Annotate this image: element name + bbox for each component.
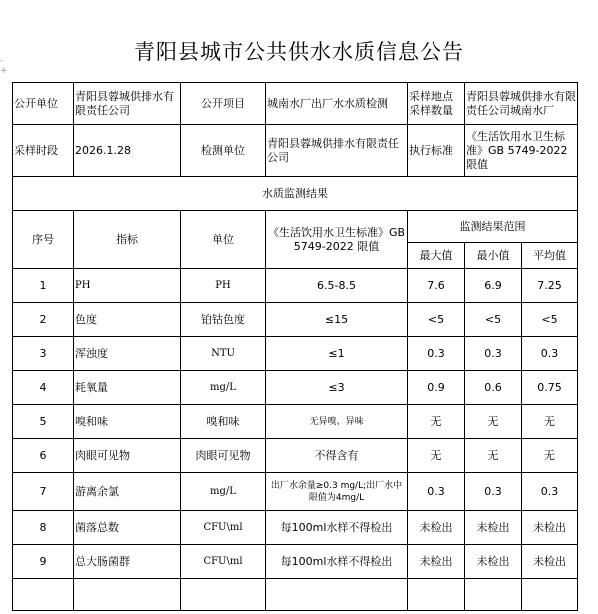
info-row (13, 125, 578, 177)
empty-cell (408, 579, 465, 611)
row-unit: CFU\ml (181, 545, 266, 579)
table-row (13, 405, 578, 439)
row-seq: 1 (13, 269, 74, 303)
table-row (13, 473, 578, 511)
empty-cell (465, 579, 522, 611)
row-seq: 4 (13, 371, 74, 405)
row-avg: 7.25 (522, 269, 578, 303)
header-row (13, 211, 578, 243)
time-value: 2026.1.28 (74, 125, 181, 177)
row-unit: NTU (181, 337, 266, 371)
row-indicator: 菌落总数 (74, 511, 181, 545)
header-indicator: 指标 (74, 211, 181, 269)
std-value: 《生活饮用水卫生标准》GB 5749-2022 限值 (465, 125, 578, 177)
row-avg: <5 (522, 303, 578, 337)
row-avg: 无 (522, 439, 578, 473)
row-seq: 8 (13, 511, 74, 545)
row-seq: 2 (13, 303, 74, 337)
row-limit: 出厂水余量≥0.3 mg/L;出厂水中限值为4mg/L (266, 473, 408, 511)
std-label: 执行标准 (408, 125, 465, 177)
info-row (13, 83, 578, 125)
row-unit: 嗅和味 (181, 405, 266, 439)
row-max: 无 (408, 405, 465, 439)
row-limit: 每100ml水样不得检出 (266, 545, 408, 579)
project-label: 公开项目 (181, 83, 266, 125)
table-row (13, 269, 578, 303)
time-label: 采样时段 (13, 125, 74, 177)
row-max: 未检出 (408, 545, 465, 579)
header-max: 最大值 (408, 243, 465, 269)
header-min: 最小值 (465, 243, 522, 269)
unit-value: 青阳县蓉城供排水有限责任公司 (74, 83, 181, 125)
row-max: 0.3 (408, 337, 465, 371)
row-indicator: 浑浊度 (74, 337, 181, 371)
row-unit: CFU\ml (181, 511, 266, 545)
row-indicator: 游离余氯 (74, 473, 181, 511)
row-indicator: PH (74, 269, 181, 303)
row-max: 0.9 (408, 371, 465, 405)
row-max: 7.6 (408, 269, 465, 303)
row-indicator: 色度 (74, 303, 181, 337)
table-row (13, 303, 578, 337)
row-seq: 9 (13, 545, 74, 579)
corner-mark: - (0, 56, 4, 66)
row-avg: 未检出 (522, 511, 578, 545)
row-min: 0.3 (465, 337, 522, 371)
site-label: 采样地点采样数量 (408, 83, 465, 125)
row-min: 0.6 (465, 371, 522, 405)
page-title: 青阳县城市公共供水水质信息公告 (134, 40, 464, 64)
test-label: 检测单位 (181, 125, 266, 177)
header-seq: 序号 (13, 211, 74, 269)
row-seq: 5 (13, 405, 74, 439)
table-row-empty (13, 579, 578, 611)
water-quality-table (12, 82, 578, 611)
row-unit: mg/L (181, 473, 266, 511)
table-row (13, 337, 578, 371)
row-avg: 0.3 (522, 473, 578, 511)
section-title: 水质监测结果 (13, 177, 578, 211)
row-max: 0.3 (408, 473, 465, 511)
unit-label: 公开单位 (13, 83, 74, 125)
row-min: <5 (465, 303, 522, 337)
empty-cell (522, 579, 578, 611)
row-avg: 0.3 (522, 337, 578, 371)
row-limit: 6.5-8.5 (266, 269, 408, 303)
table-row (13, 545, 578, 579)
table-row (13, 511, 578, 545)
row-avg: 无 (522, 405, 578, 439)
row-min: 6.9 (465, 269, 522, 303)
row-avg: 0.75 (522, 371, 578, 405)
row-indicator: 总大肠菌群 (74, 545, 181, 579)
empty-cell (266, 579, 408, 611)
row-avg: 未检出 (522, 545, 578, 579)
row-seq: 6 (13, 439, 74, 473)
row-indicator: 肉眼可见物 (74, 439, 181, 473)
row-min: 0.3 (465, 473, 522, 511)
site-value: 青阳县蓉城供排水有限责任公司城南水厂 (465, 83, 578, 125)
row-max: 未检出 (408, 511, 465, 545)
corner-mark: + (0, 66, 8, 76)
empty-cell (181, 579, 266, 611)
row-seq: 3 (13, 337, 74, 371)
row-min: 无 (465, 439, 522, 473)
header-avg: 平均值 (522, 243, 578, 269)
empty-cell (13, 579, 74, 611)
row-min: 无 (465, 405, 522, 439)
row-unit: PH (181, 269, 266, 303)
row-unit: mg/L (181, 371, 266, 405)
row-limit: ≤1 (266, 337, 408, 371)
row-limit: ≤15 (266, 303, 408, 337)
header-range: 监测结果范围 (408, 211, 578, 243)
table-row (13, 371, 578, 405)
row-limit: 每100ml水样不得检出 (266, 511, 408, 545)
row-min: 未检出 (465, 545, 522, 579)
row-limit: 不得含有 (266, 439, 408, 473)
row-limit: ≤3 (266, 371, 408, 405)
section-row (13, 177, 578, 211)
test-value: 青阳县蓉城供排水有限责任公司 (266, 125, 408, 177)
row-min: 未检出 (465, 511, 522, 545)
row-limit: 无异嗅、异味 (266, 405, 408, 439)
empty-cell (74, 579, 181, 611)
row-indicator: 嗅和味 (74, 405, 181, 439)
row-seq: 7 (13, 473, 74, 511)
row-max: <5 (408, 303, 465, 337)
table-row (13, 439, 578, 473)
row-indicator: 耗氧量 (74, 371, 181, 405)
header-limit: 《生活饮用水卫生标准》GB 5749-2022 限值 (266, 211, 408, 269)
header-unit: 单位 (181, 211, 266, 269)
row-unit: 肉眼可见物 (181, 439, 266, 473)
project-value: 城南水厂出厂水水质检测 (266, 83, 408, 125)
row-max: 无 (408, 439, 465, 473)
row-unit: 铂钴色度 (181, 303, 266, 337)
